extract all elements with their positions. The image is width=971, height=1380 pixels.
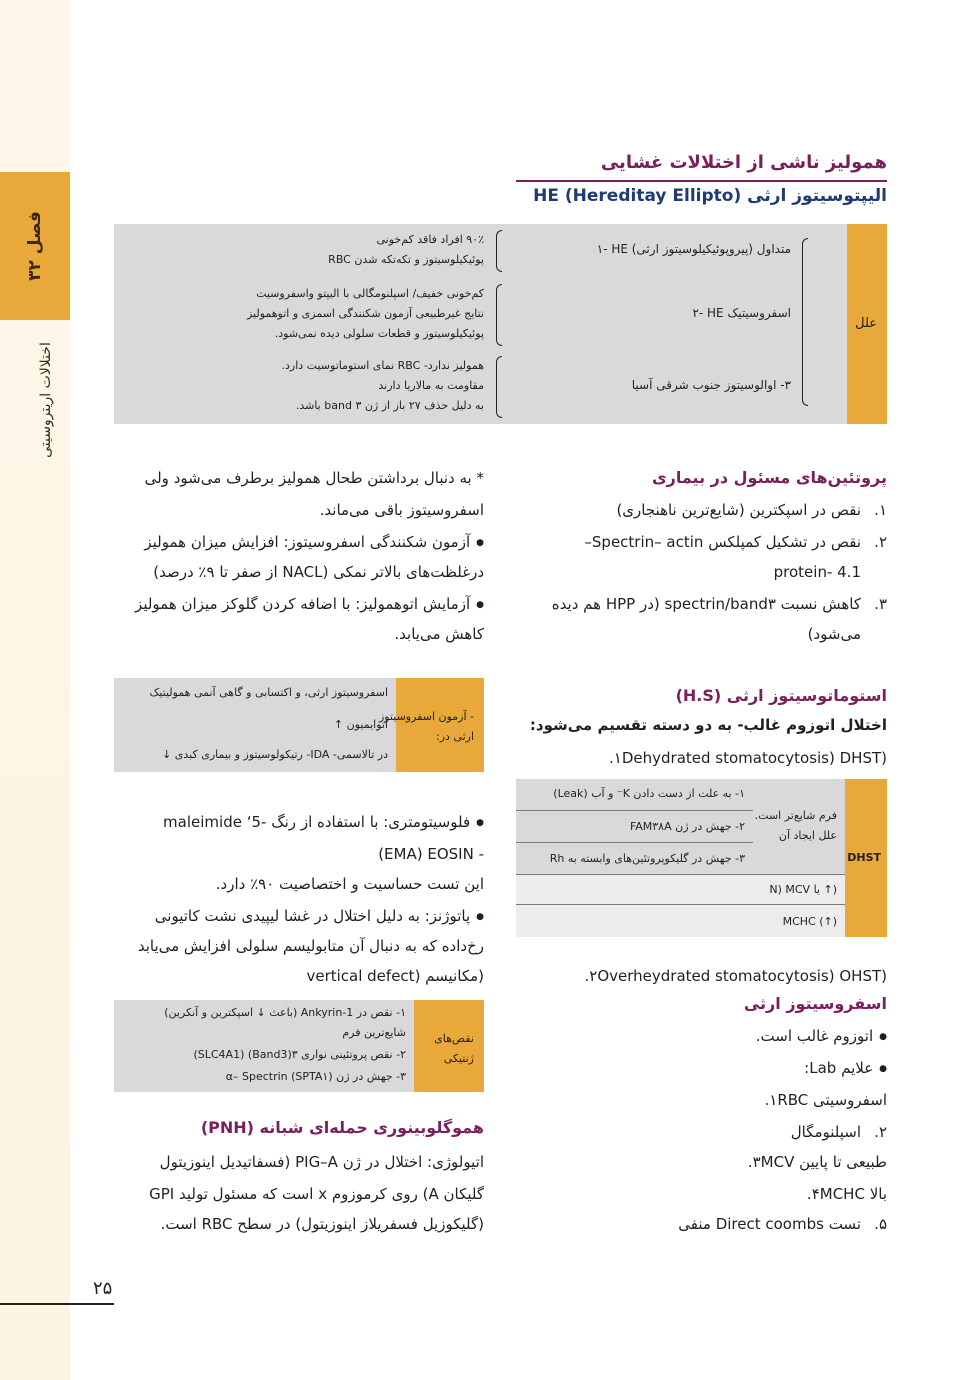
he-cause-1: ۱- HE متداول (پیروپوئیکیلوسیتوز ارثی) — [596, 242, 791, 256]
genetic-label-2: ژنتیکی — [443, 1052, 474, 1065]
hs-item-1: ۱.Dehydrated stomatocytosis) DHST) — [609, 749, 887, 767]
genetic-row-2: ۲- نقص پروتئینی نواری ۳(Band3) (SLC4A1) — [193, 1048, 406, 1061]
pnh-title: هموگلوبینوری حمله‌ای شبانه (PNH) — [200, 1118, 484, 1137]
dhst-row-1: ۱- به علت از دست دادن K⁻ و آب (Leak) — [516, 779, 753, 811]
he-title: الیپتوسیتوز ارثی (HE (Hereditay Ellipto — [533, 186, 887, 206]
hs-title: استوماتوسیتوز ارثی (H.S) — [675, 686, 887, 705]
genetic-row-1b: شایع‌ترین فرم — [342, 1026, 406, 1039]
he-label-cell — [847, 224, 887, 424]
flow-line-6: (مکانیسم (vertical defect — [306, 967, 484, 985]
protein-item-3-cont: می‌شود) — [807, 625, 861, 643]
test-row-3: در تالاسمی- IDA- رتیکولوسیتوز و بیماری کبدی ↓ — [162, 748, 388, 761]
he-desc-1a: ۹۰٪ افراد فاقد کم‌خونی — [376, 233, 484, 246]
sphero-item-2: ۲.اسپلنومگال — [790, 1123, 887, 1141]
sphero-item-1: ۱.RBC اسفروسیتی — [764, 1091, 887, 1109]
dhst-mchc: MCHC (↑) — [782, 915, 837, 928]
note-line-3: ● آزمون شکنندگی اسفروسیتوز: افزایش میزان همولیز — [144, 526, 484, 559]
dhst-mid-2: علل ایجاد آن — [778, 829, 837, 842]
dhst-mcv-row: N) MCV یا ↑) — [516, 875, 845, 905]
dhst-label: DHST — [847, 851, 881, 864]
genetic-label-1: نقص‌های — [434, 1032, 474, 1045]
page-rule — [0, 1303, 114, 1305]
test-label-1: - آزمون اسفروسیتوز — [378, 710, 474, 723]
hs-subtitle: اختلال اتوزوم غالب- به دو دسته تقسیم می‌شود: — [529, 716, 887, 734]
genetic-defects-table — [114, 1000, 484, 1092]
genetic-row-1: ۱- نقص در Ankyrin-1 (باعث ↓ اسپکترین و آنکرین) — [164, 1006, 406, 1019]
pnh-line-3: (گلیکوزیل فسفریلاز اینوزیتول) در سطح RBC است. — [160, 1215, 484, 1233]
dhst-row-3: ۳- جهش در گلیکوپروتئین‌های وابسته به Rh — [516, 843, 753, 875]
he-desc-3a: همولیز ندارد- RBC نمای استوماتوسیت دارد. — [281, 359, 484, 372]
test-row-2: اتوایمیون ↑ — [333, 718, 388, 731]
test-label-cell — [396, 678, 484, 772]
flow-line-3: این تست حساسیت و اختصاصیت ۹۰٪ دارد. — [215, 875, 484, 893]
desc-brace-3 — [496, 356, 502, 418]
he-cause-3: ۳- اوالوسیتوز جنوب شرقی آسیا — [631, 378, 791, 392]
sphero-item-3: ۳.MCV طبیعی تا پایین — [747, 1153, 887, 1171]
genetic-row-3: ۳- جهش در ژن α– Spectrin (SPTA۱) — [225, 1070, 406, 1083]
desc-brace-1 — [496, 230, 502, 272]
test-label-2: ارثی در: — [435, 730, 474, 743]
flow-line-4: ● پاتوژنز: به دلیل اختلال در غشا لیپیدی نشت کاتیونی — [155, 900, 484, 933]
note-line-2: اسفروسیتوز باقی می‌ماند. — [319, 501, 484, 519]
spherocytosis-test-table — [114, 678, 484, 772]
desc-brace-2 — [496, 284, 502, 346]
he-desc-2b: نتایج غیرطبیعی آزمون شکنندگی اسمزی و اتوهمولیز — [246, 307, 484, 320]
protein-item-3: ۳.کاهش نسبت spectrin/band۳ (در HPP هم دیده — [551, 595, 887, 613]
he-desc-3b: مقاومت به مالاریا دارند — [378, 379, 484, 392]
protein-item-1: ۱.نقص در اسپکترین (شایع‌ترین ناهنجاری) — [616, 501, 887, 519]
note-line-5: ● آزمایش اتوهمولیز: با اضافه کردن گلوکز میزان همولیز — [135, 588, 484, 621]
sphero-item-4: ۴.MCHC بالا — [806, 1185, 887, 1203]
test-row-1: اسفروسیتوز ارثی، و اکتسابی و گاهی آنمی همولیتیک — [149, 686, 388, 699]
note-line-6: کاهش می‌یابد. — [394, 625, 484, 643]
protein-item-2-cont: protein- 4.1 — [773, 563, 861, 581]
chapter-label: فصل ۳۲ — [25, 211, 45, 281]
dhst-row-2: ۲- جهش در ژن FAM۳۸A — [516, 811, 753, 843]
sphero-bullet-1: ● اتوزوم غالب است. — [756, 1020, 887, 1053]
protein-item-2: ۲.نقص در تشکیل کمپلکس Spectrin– actin– — [584, 533, 887, 551]
flow-line-5: رخ‌داده که به دنبال آن متابولیسم سلولی افزایش می‌یابد — [137, 937, 484, 955]
note-line-1: * به دنبال برداشتن طحال همولیز برطرف می‌شود ولی — [144, 469, 484, 487]
he-desc-2c: پوئیکیلوسیتوز و قطعات سلولی دیده نمی‌شود. — [274, 327, 484, 340]
flow-line-1: ● فلوسیتومتری: با استفاده از رنگ -maleimide ‘5 — [163, 806, 484, 839]
dhst-table — [516, 779, 887, 937]
he-cause-2: ۲- HE اسفروسیتیک — [692, 306, 791, 320]
spherocytosis-title: اسفروسیتوز ارثی — [743, 994, 887, 1013]
sphero-item-5: ۵.تست Direct coombs منفی — [678, 1215, 887, 1233]
genetic-label-cell — [414, 1000, 484, 1092]
he-desc-3c: به دلیل حذف ۲۷ باز از ژن ۳ band باشد. — [295, 399, 484, 412]
he-desc-2a: کم‌خونی خفیف/ اسپلنومگالی با الیپتو واسفروسیت — [256, 287, 484, 300]
flow-line-2: (EMA) EOSIN - — [378, 845, 484, 863]
page-number: ۲۵ — [93, 1278, 113, 1299]
dhst-mid-cell — [753, 779, 845, 875]
proteins-title: پروتئین‌های مسئول در بیماری — [651, 468, 887, 487]
main-heading: همولیز ناشی از اختلالات غشایی — [600, 152, 887, 173]
note-line-4: درغلظت‌های بالاتر نمکی (NACL از صفر تا ۹٪ درصد) — [153, 563, 484, 581]
dhst-mid-1: فرم شایع‌تر است. — [754, 809, 837, 822]
he-desc-1b: پوئیکیلوسیتوز و تکه‌تکه شدن RBC — [328, 253, 484, 266]
cause-brace — [802, 238, 808, 406]
he-causes-box — [114, 224, 887, 424]
hs-item-2: ۲.Overheydrated stomatocytosis) OHST) — [584, 967, 887, 985]
he-label: علل — [855, 316, 877, 331]
dhst-label-cell — [845, 779, 887, 937]
pnh-line-1: اتیولوژی: اختلال در ژن PIG–A (فسفاتیدیل اینوزیتول — [159, 1153, 484, 1171]
heading-rule — [516, 180, 887, 182]
sphero-bullet-2: ● علایم Lab: — [804, 1052, 887, 1085]
pnh-line-2: گلیکان A) روی کرموزوم x است که مسئول تولید GPI — [149, 1185, 484, 1203]
chapter-subtitle: اختلالات اریتروسیتی — [38, 342, 54, 458]
